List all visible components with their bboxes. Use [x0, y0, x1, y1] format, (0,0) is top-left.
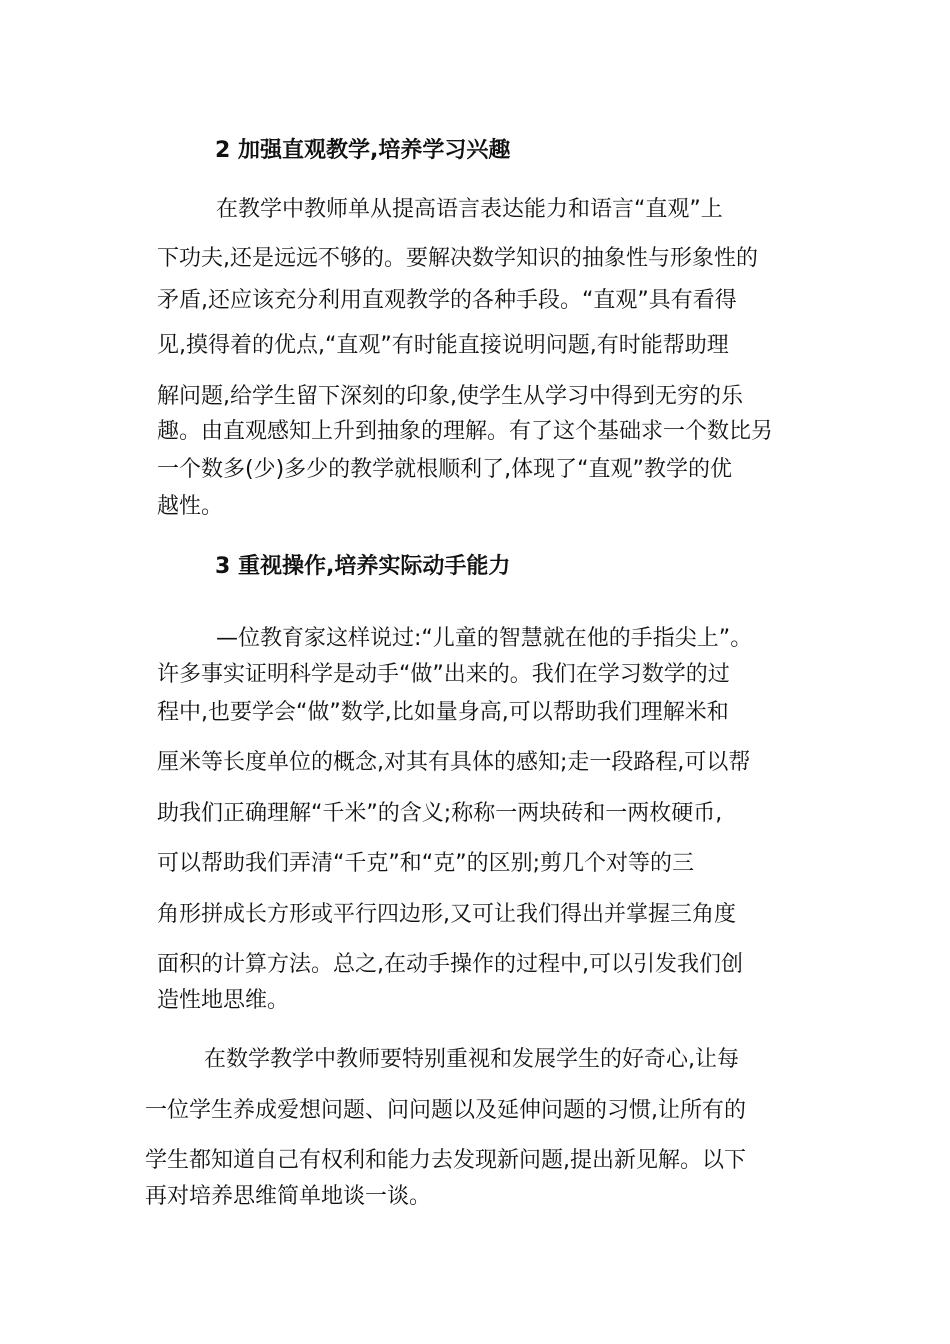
- section3-paragraph-line: 许多事实证明科学是动手“做”出来的。我们在学习数学的过: [157, 662, 730, 687]
- section2-paragraph-line: 矛盾,还应该充分利用直观教学的各种手段。“直观”具有看得: [157, 288, 737, 313]
- closing-paragraph-line: 在数学教学中教师要特别重视和发展学生的好奇心,让每: [204, 1047, 739, 1072]
- section3-paragraph-line: 角形拼成长方形或平行四边形,又可让我们得出并掌握三角度: [157, 902, 736, 927]
- section3-paragraph-line: 可以帮助我们弄清“千克”和“克”的区别;剪几个对等的三: [157, 851, 695, 876]
- closing-paragraph-line: 学生都知道自己有权利和能力去发现新问题,提出新见解。以下: [145, 1148, 746, 1173]
- section-heading-3: 3 重视操作,培养实际动手能力: [215, 554, 511, 579]
- section3-paragraph-line: 面积的计算方法。总之,在动手操作的过程中,可以引发我们创: [157, 952, 743, 977]
- closing-paragraph-line: 再对培养思维简单地谈一谈。: [145, 1184, 432, 1209]
- section3-paragraph-line: 助我们正确理解“千米”的含义;称称一两块砖和一两枚硬币,: [157, 801, 723, 826]
- section2-paragraph-line: 下功夫,还是远远不够的。要解决数学知识的抽象性与形象性的: [157, 246, 758, 271]
- section2-paragraph-line: 一个数多(少)多少的教学就根顺利了,体现了“直观”教学的优: [157, 457, 732, 482]
- section2-paragraph-line: 见,摸得着的优点,“直观”有时能直接说明问题,有时能帮助理: [157, 333, 729, 358]
- section3-paragraph-line: 程中,也要学会“做”数学,比如量身高,可以帮助我们理解米和: [157, 700, 729, 725]
- section-heading-2: 2 加强直观教学,培养学习兴趣: [215, 138, 511, 163]
- section2-paragraph-line: 在教学中教师单从提高语言表达能力和语言“直观”上: [216, 197, 723, 222]
- section2-paragraph-line: 解问题,给学生留下深刻的印象,使学生从学习中得到无穷的乐: [157, 384, 743, 409]
- section3-paragraph-line: 造性地思维。: [157, 988, 290, 1013]
- section3-paragraph-line: 厘米等长度单位的概念,对其有具体的感知;走一段路程,可以帮: [157, 750, 751, 775]
- section2-paragraph-line: 越性。: [157, 494, 224, 519]
- section3-paragraph-line: —位教育家这样说过:“儿童的智慧就在他的手指尖上”。: [216, 626, 753, 651]
- section2-paragraph-line: 趣。由直观感知上升到抽象的理解。有了这个基础求一个数比另: [157, 419, 774, 444]
- closing-paragraph-line: 一位学生养成爱想问题、问问题以及延伸问题的习惯,让所有的: [145, 1098, 746, 1123]
